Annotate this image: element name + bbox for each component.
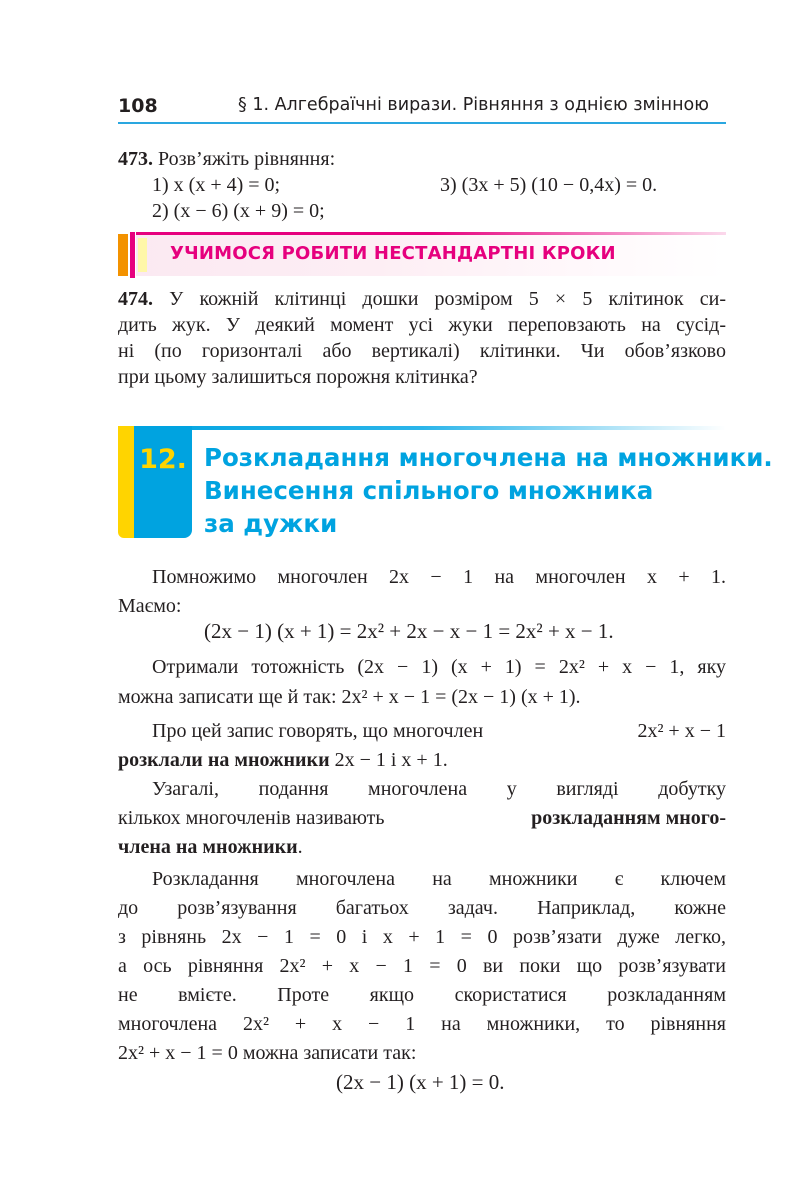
banner-pink-edge — [130, 232, 135, 278]
paragraph-2-line-1: Отримали тотожність (2x − 1) (x + 1) = 2x² + x − 1, яку — [152, 656, 726, 678]
equation-item-3: 3) (3x + 5) (10 − 0,4x) = 0. — [440, 174, 658, 196]
paragraph-3-text: Про цей запис говорять, що многочлен — [152, 720, 484, 742]
paragraph-5-line-4: а ось рівняння 2x² + x − 1 = 0 ви поки що розв’язувати — [118, 955, 726, 977]
section-yellow-bar — [118, 426, 134, 538]
paragraph-5-line-2: до розв’язування багатьох задач. Наприклад, кожне — [118, 897, 726, 919]
exercise-474 — [118, 286, 726, 390]
section-number-box — [134, 426, 192, 538]
term-factorization: розкладанням много- — [531, 807, 726, 829]
paragraph-3-line-1 — [152, 717, 726, 746]
exercise-474-line-3: ні (по горизонталі або вертикалі) клітинки. Чи обов’язково — [118, 340, 726, 362]
formula-1: (2x − 1) (x + 1) = 2x² + 2x − x − 1 = 2x² + x − 1. — [204, 619, 614, 643]
paragraph-3-rest: 2x − 1 і x + 1. — [334, 749, 448, 771]
header-rule — [118, 122, 726, 124]
paragraph-4-text: кількох многочленів називають — [118, 807, 385, 829]
banner-title: УЧИМОСЯ РОБИТИ НЕСТАНДАРТНІ КРОКИ — [170, 243, 616, 264]
period: . — [297, 836, 303, 858]
paragraph-5-line-6: многочлена 2x² + x − 1 на множники, то рівняння — [118, 1013, 726, 1035]
equation-item-1: 1) x (x + 4) = 0; — [152, 174, 281, 196]
section-stripe — [118, 426, 726, 430]
term-factored: розклали на множники — [118, 749, 330, 771]
paragraph-4-line-3 — [118, 833, 303, 862]
exercise-474-line-1 — [118, 286, 726, 312]
paragraph-5-line-3: з рівнянь 2x − 1 = 0 і x + 1 = 0 розв’язати дуже легко, — [118, 926, 726, 948]
paragraph-2-line-2: можна записати ще й так: 2x² + x − 1 = (2x − 1) (x + 1). — [118, 686, 581, 708]
paragraph-1-line-1: Помножимо многочлен 2x − 1 на многочлен x + 1. — [152, 566, 726, 588]
banner-orange-tab — [118, 234, 128, 276]
paragraph-1-line-2: Маємо: — [118, 595, 182, 617]
exercise-473-prompt — [118, 146, 335, 172]
banner-top-line — [136, 232, 726, 235]
equation-item-2: 2) (x − 6) (x + 9) = 0; — [152, 200, 325, 222]
paragraph-4-line-1: Узагалі, подання многочлена у вигляді добутку — [152, 778, 726, 800]
exercise-474-text-1: У кожній клітинці дошки розміром 5 × 5 клітинок си- — [169, 288, 727, 310]
paragraph-5-line-1: Розкладання многочлена на множники є ключем — [152, 868, 726, 890]
exercise-prompt: Розв’яжіть рівняння: — [158, 148, 336, 170]
running-head: § 1. Алгебраїчні вирази. Рівняння з однією змінною — [238, 95, 709, 115]
formula-2: (2x − 1) (x + 1) = 0. — [336, 1070, 505, 1094]
page-number: 108 — [118, 95, 158, 117]
section-title-line-2: Винесення спільного множника — [204, 476, 654, 505]
exercise-number: 473. — [118, 148, 153, 170]
section-title-line-1: Розкладання многочлена на множники. — [204, 443, 773, 472]
section-number: 12. — [139, 444, 187, 475]
term-factorization-end: члена на множники — [118, 836, 298, 858]
exercise-474-line-4: при цьому залишиться порожня клітинка? — [118, 366, 478, 388]
section-title-line-3: за дужки — [204, 509, 338, 538]
paragraph-5-line-5: не вмієте. Проте якщо скористатися розкладанням — [118, 984, 726, 1006]
paragraph-3-formula: 2x² + x − 1 — [637, 720, 726, 742]
exercise-number: 474. — [118, 288, 153, 310]
paragraph-4-line-2 — [118, 804, 726, 833]
paragraph-5-line-7: 2x² + x − 1 = 0 можна записати так: — [118, 1042, 417, 1064]
exercise-474-line-2: дить жук. У деякий момент усі жуки переповзають на сусід- — [118, 314, 726, 336]
banner-yellow-tab — [138, 238, 147, 272]
paragraph-3-line-2 — [118, 746, 448, 775]
